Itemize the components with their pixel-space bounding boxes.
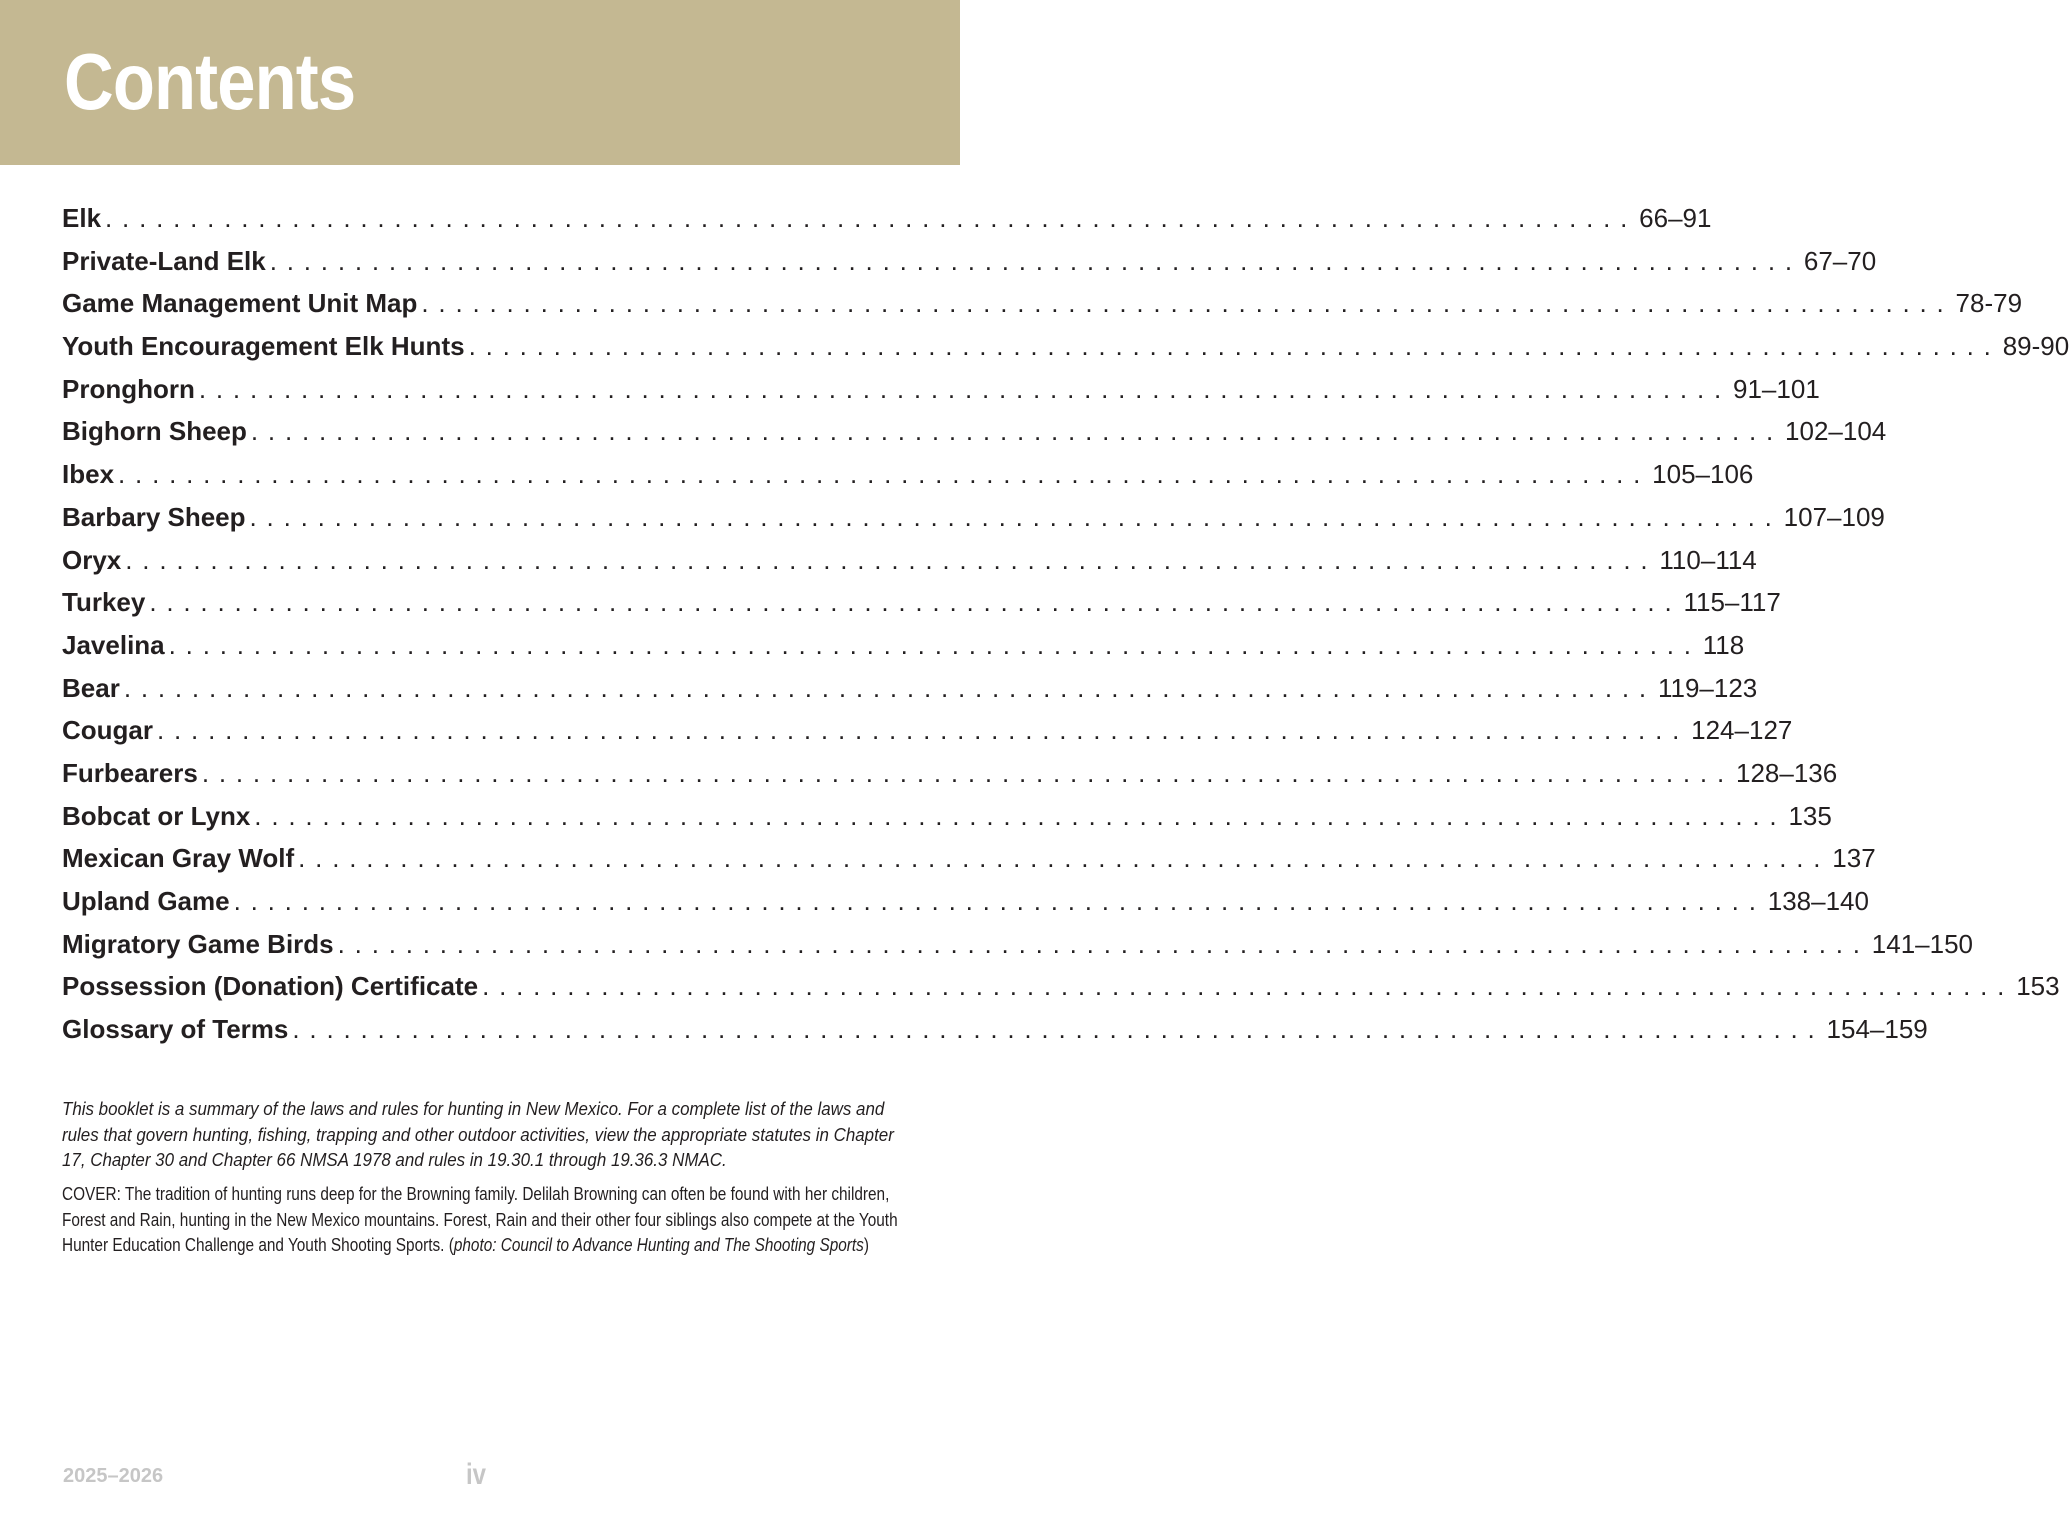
dot-leader: .......................................................................................... (250, 416, 1784, 447)
toc-entry-label: Upland Game (62, 886, 230, 916)
cover-caption-text: COVER: The tradition of hunting runs deep for the Browning family. Delilah Browning can often be found with her children, Forest and Rain, hunting in the New Mexico mountains. Forest, Rain and their other four siblings also compete at the Youth Hunter Education Challenge and Youth Shooting Sports. ( (62, 1183, 898, 1255)
toc-entry-pages: 110–114 (1659, 544, 1757, 575)
dot-leader: .......................................................................................... (249, 501, 1782, 532)
dot-leader: .......................................................................................... (149, 587, 1682, 618)
dot-leader: .......................................................................................... (105, 203, 1638, 233)
cover-caption (62, 1181, 902, 1258)
table-of-contents (62, 197, 2069, 1051)
toc-entry-label: Barbary Sheep (62, 501, 246, 532)
toc-entry-pages: 107–109 (1783, 501, 1885, 532)
toc-entry-pages: 89-90 (2002, 331, 2069, 362)
toc-entry[interactable] (62, 624, 1745, 667)
toc-entry-pages: 153 (2016, 971, 2060, 1002)
toc-entry[interactable] (62, 880, 1869, 923)
toc-entry-label: Javelina (62, 629, 165, 660)
dot-leader: .......................................................................................... (201, 757, 1734, 788)
toc-entry-pages: 124–127 (1691, 715, 1793, 746)
photo-credit: photo: Council to Advance Hunting and The Shooting Sports (453, 1234, 864, 1255)
toc-entry-label: Bighorn Sheep (62, 416, 247, 447)
toc-entry[interactable] (62, 709, 1793, 752)
toc-entry-label: Ibex (62, 459, 115, 490)
toc-entry-pages: 91–101 (1733, 373, 1820, 404)
toc-entry-pages: 154–159 (1826, 1014, 1928, 1045)
toc-entry[interactable] (62, 368, 1820, 411)
toc-entry-pages: 105–106 (1652, 459, 1754, 490)
toc-entry-pages: 141–150 (1871, 928, 1974, 959)
toc-entry[interactable] (62, 837, 1876, 880)
toc-entry[interactable] (62, 539, 1757, 582)
toc-entry[interactable] (62, 453, 1754, 496)
dot-leader: .......................................................................................... (269, 245, 1802, 276)
toc-entry[interactable] (62, 496, 1885, 539)
dot-leader: .......................................................................................... (168, 629, 1701, 660)
dot-leader: .......................................................................................... (468, 331, 2001, 362)
toc-entry[interactable] (62, 240, 1877, 283)
dot-leader: .......................................................................................... (198, 373, 1732, 404)
booklet-note: This booklet is a summary of the laws and rules for hunting in New Mexico. For a complete list of the laws and rules that govern hunting, fishing, trapping and other outdoor activities, view the appropriate statutes in Chapter 17, Chapter 30 and Chapter 66 NMSA 1978 and rules in 19.30.1 through 19.36.3 NMAC. (62, 1098, 894, 1170)
header-band (0, 0, 960, 165)
dot-leader: .......................................................................................... (482, 971, 2015, 1002)
toc-entry-label: Bobcat or Lynx (62, 800, 251, 831)
toc-entry-label: Youth Encouragement Elk Hunts (62, 331, 465, 362)
toc-entry[interactable] (62, 325, 2069, 368)
dot-leader: .......................................................................................... (233, 886, 1766, 916)
footer-page-number: iv (466, 1458, 487, 1491)
dot-leader: .......................................................................................... (118, 459, 1651, 490)
footer-year: 2025–2026 (63, 1465, 164, 1487)
dot-leader: .......................................................................................... (123, 672, 1656, 703)
toc-entry-label: Glossary of Terms (62, 1014, 289, 1045)
toc-entry[interactable] (62, 410, 1887, 453)
toc-entry-pages: 102–104 (1785, 416, 1887, 447)
toc-entry-label: Elk (62, 203, 102, 233)
toc-entry-label: Game Management Unit Map (62, 288, 418, 319)
toc-entry-label: Private-Land Elk (62, 245, 266, 276)
toc-entry-pages: 135 (1788, 800, 1832, 831)
toc-entry-label: Possession (Donation) Certificate (62, 971, 479, 1002)
dot-leader: .......................................................................................... (421, 288, 1954, 319)
toc-entry[interactable] (62, 923, 1974, 966)
toc-entry[interactable] (62, 795, 1832, 838)
dot-leader: .......................................................................................... (125, 544, 1658, 575)
page-title: Contents (64, 37, 356, 126)
dot-leader: .......................................................................................... (292, 1014, 1825, 1045)
toc-entry-pages: 115–117 (1683, 587, 1781, 618)
toc-entry-pages: 119–123 (1657, 672, 1758, 703)
toc-entry[interactable] (62, 752, 1838, 795)
toc-entry[interactable] (62, 1008, 1928, 1051)
toc-entry-pages: 118 (1702, 629, 1745, 660)
toc-entry-label: Cougar (62, 715, 153, 746)
toc-entry-pages: 67–70 (1803, 245, 1877, 276)
toc-entry-label: Bear (62, 672, 120, 703)
toc-entry-pages: 137 (1832, 843, 1876, 874)
toc-entry-pages: 128–136 (1735, 757, 1838, 788)
toc-entry-label: Oryx (62, 544, 122, 575)
toc-entry-label: Mexican Gray Wolf (62, 843, 295, 874)
dot-leader: .......................................................................................... (157, 715, 1690, 746)
toc-entry[interactable] (62, 667, 1758, 710)
cover-caption-close: ) (863, 1234, 869, 1255)
toc-entry[interactable] (62, 581, 1781, 624)
toc-entry-pages: 138–140 (1767, 886, 1869, 916)
toc-entry-label: Turkey (62, 587, 146, 618)
toc-entry-label: Furbearers (62, 757, 198, 788)
toc-entry-label: Pronghorn (62, 373, 195, 404)
toc-entry-pages: 66–91 (1639, 203, 1712, 233)
toc-entry[interactable] (62, 965, 2060, 1008)
dot-leader: .......................................................................................... (254, 800, 1787, 831)
toc-entry-pages: 78-79 (1955, 288, 2023, 319)
toc-entry-label: Migratory Game Birds (62, 928, 334, 959)
toc-entry[interactable] (62, 282, 2023, 325)
toc-entry[interactable] (62, 197, 1712, 240)
dot-leader: .......................................................................................... (298, 843, 1831, 874)
dot-leader: .......................................................................................... (337, 928, 1870, 959)
